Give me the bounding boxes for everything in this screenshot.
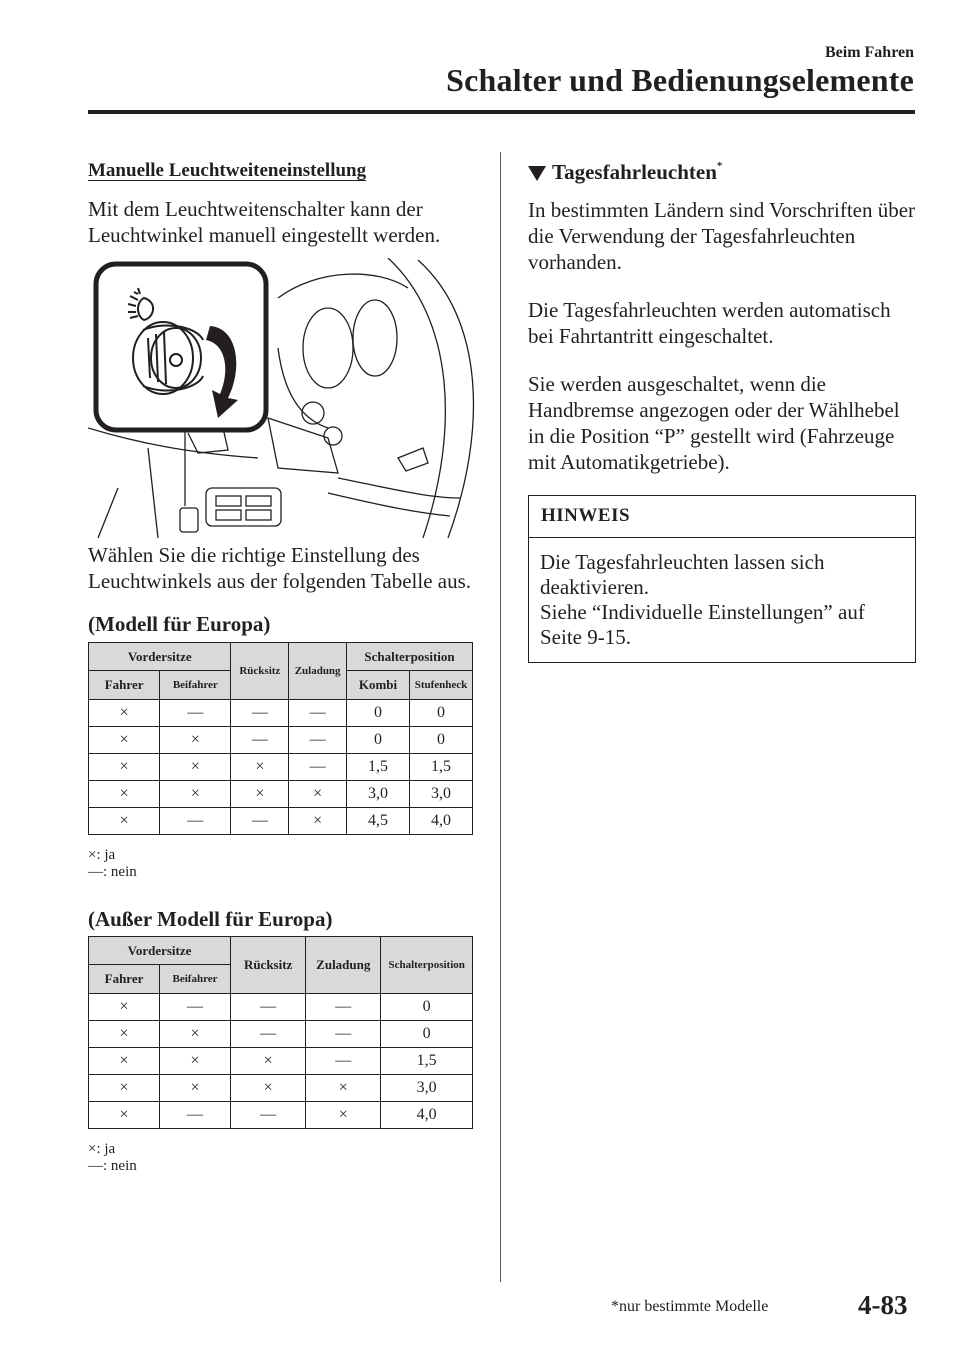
table-row — [89, 994, 473, 1021]
page-number: 4-83 — [858, 1290, 908, 1320]
table-cell: — — [160, 700, 231, 727]
table-cell: 4,0 — [409, 808, 472, 835]
table-cell: × — [89, 700, 160, 727]
table-cell: 3,0 — [347, 781, 410, 808]
table-cell: × — [160, 754, 231, 781]
table-cell: × — [289, 781, 347, 808]
table-cell: 0 — [409, 727, 472, 754]
optional-equipment-mark: * — [716, 160, 723, 172]
table-cell: × — [89, 1048, 160, 1075]
table-row — [89, 727, 473, 754]
table-cell: × — [160, 1075, 231, 1102]
note-label: HINWEIS — [529, 496, 915, 538]
table-cell: × — [160, 781, 231, 808]
table-cell: × — [89, 1102, 160, 1129]
header-rule — [88, 110, 915, 114]
subhead-manual-leveling: Manuelle Leuchtweiteneinstellung — [88, 160, 367, 181]
table-cell: × — [231, 1048, 306, 1075]
table-cell: 0 — [347, 700, 410, 727]
table-cell: × — [160, 1021, 231, 1048]
table-cell: × — [160, 727, 231, 754]
note-line-2: Siehe “Individuelle Einstellungen” auf Seite 9-15. — [540, 600, 865, 649]
table-cell: 0 — [381, 1021, 473, 1048]
instruction-paragraph: Wählen Sie die richtige Einstellung des Leuchtwinkels aus der folgenden Tabelle aus. — [88, 543, 472, 593]
table-cell: — — [231, 727, 289, 754]
table-cell: 4,0 — [381, 1102, 473, 1129]
table-cell: 3,0 — [409, 781, 472, 808]
table-row — [89, 1048, 473, 1075]
th-schalterposition: Schalterposition — [347, 643, 473, 671]
th-schalterposition: Schalterposition — [381, 937, 473, 994]
leveling-table-non-europe — [88, 936, 473, 1129]
section-title-text: Tagesfahrleuchten — [552, 160, 717, 184]
table-cell: — — [231, 808, 289, 835]
th-vordersitze: Vordersitze — [89, 643, 231, 671]
table-cell: — — [231, 1102, 306, 1129]
table-cell: — — [289, 700, 347, 727]
table-cell: — — [231, 994, 306, 1021]
th-ruecksitz: Rücksitz — [231, 643, 289, 700]
th-stufenheck: Stufenheck — [409, 671, 472, 700]
table-cell: × — [89, 727, 160, 754]
table-cell: 1,5 — [409, 754, 472, 781]
th-fahrer: Fahrer — [89, 965, 160, 994]
th-zuladung: Zuladung — [289, 643, 347, 700]
th-zuladung: Zuladung — [306, 937, 381, 994]
section-title-daytime-lights — [528, 160, 916, 185]
th-beifahrer: Beifahrer — [160, 965, 231, 994]
table-cell: 1,5 — [381, 1048, 473, 1075]
table-row — [89, 700, 473, 727]
table-cell: — — [289, 727, 347, 754]
column-divider — [500, 152, 501, 1282]
note-box — [528, 495, 916, 663]
table-cell: — — [289, 754, 347, 781]
table-cell: × — [231, 754, 289, 781]
table-cell: × — [89, 1075, 160, 1102]
table-cell: 0 — [381, 994, 473, 1021]
table2-title: (Außer Modell für Europa) — [88, 907, 333, 931]
table-row — [89, 754, 473, 781]
note-line-1: Die Tagesfahrleuchten lassen sich deaktivieren. — [540, 550, 825, 599]
table2-legend-yes: ×: ja — [88, 1141, 116, 1157]
table-cell: × — [160, 1048, 231, 1075]
table-cell: — — [306, 994, 381, 1021]
table-cell: 0 — [347, 727, 410, 754]
right-column — [528, 160, 916, 663]
footnote: *nur bestimmte Modelle — [611, 1298, 769, 1315]
section-triangle-icon — [528, 166, 546, 181]
table-cell: × — [89, 754, 160, 781]
table-cell: × — [89, 781, 160, 808]
table-cell: × — [89, 994, 160, 1021]
table-cell: 1,5 — [347, 754, 410, 781]
table-cell: 3,0 — [381, 1075, 473, 1102]
table-cell: × — [231, 781, 289, 808]
th-vordersitze: Vordersitze — [89, 937, 231, 965]
table1-legend-no: —: nein — [88, 864, 137, 880]
dashboard-illustration — [88, 258, 478, 538]
headlight-leveling-illustration — [88, 258, 478, 538]
table-cell: — — [306, 1021, 381, 1048]
th-ruecksitz: Rücksitz — [231, 937, 306, 994]
th-kombi: Kombi — [347, 671, 410, 700]
table-cell: — — [231, 1021, 306, 1048]
table1-title: (Modell für Europa) — [88, 612, 271, 636]
daytime-para-2: Die Tagesfahrleuchten werden automatisch bei Fahrtantritt eingeschaltet. — [528, 298, 891, 348]
table2-legend-no: —: nein — [88, 1158, 137, 1174]
table-cell: — — [306, 1048, 381, 1075]
note-body — [529, 538, 915, 662]
table-cell: — — [160, 994, 231, 1021]
table-cell: × — [89, 1021, 160, 1048]
left-column — [88, 160, 478, 1175]
table-cell: × — [89, 808, 160, 835]
running-header-title: Schalter und Bedienungselemente — [446, 62, 914, 98]
table-row — [89, 1075, 473, 1102]
table-cell: × — [289, 808, 347, 835]
th-fahrer: Fahrer — [89, 671, 160, 700]
table-row — [89, 1102, 473, 1129]
running-header-section: Beim Fahren — [824, 44, 914, 61]
table-cell: 0 — [409, 700, 472, 727]
daytime-para-1: In bestimmten Ländern sind Vorschriften über die Verwendung der Tagesfahrleuchten vorhanden. — [528, 198, 916, 274]
table-cell: — — [231, 700, 289, 727]
daytime-para-3: Sie werden ausgeschaltet, wenn die Handbremse angezogen oder der Wählhebel in die Position “P” gestellt wird (Fahrzeuge mit Automatikgetriebe). — [528, 372, 900, 474]
table-cell: × — [306, 1075, 381, 1102]
leveling-table-europe — [88, 642, 473, 835]
table1-legend-yes: ×: ja — [88, 847, 116, 863]
table-row — [89, 808, 473, 835]
table-cell: — — [160, 808, 231, 835]
table-cell: — — [160, 1102, 231, 1129]
table-row — [89, 781, 473, 808]
th-beifahrer: Beifahrer — [160, 671, 231, 700]
table-row — [89, 1021, 473, 1048]
intro-paragraph: Mit dem Leuchtweitenschalter kann der Leuchtwinkel manuell eingestellt werden. — [88, 197, 441, 247]
table-cell: × — [231, 1075, 306, 1102]
table-cell: 4,5 — [347, 808, 410, 835]
table-cell: × — [306, 1102, 381, 1129]
